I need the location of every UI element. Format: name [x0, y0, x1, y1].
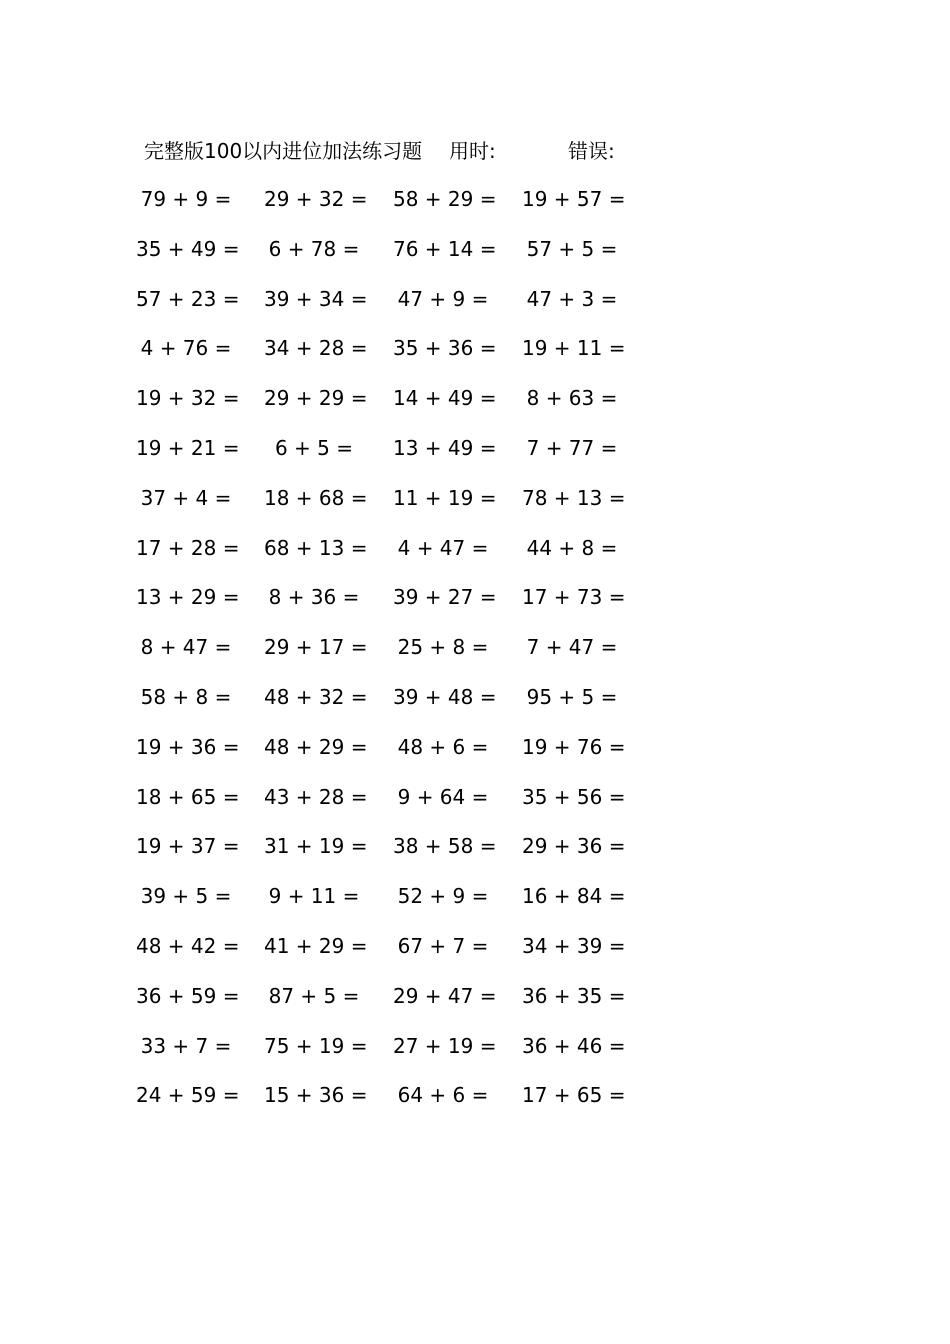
addition-problem: 8 + 63 =	[526, 386, 618, 410]
addition-problem: 39 + 5 =	[140, 884, 232, 908]
addition-problem: 6 + 78 =	[268, 237, 360, 261]
addition-problem: 52 + 9 =	[397, 884, 489, 908]
addition-problem: 7 + 47 =	[526, 635, 618, 659]
worksheet-title: 完整版100以内进位加法练习题	[144, 139, 423, 163]
addition-problem: 14 + 49 =	[393, 386, 497, 410]
problem-row	[136, 930, 656, 962]
addition-problem: 19 + 21 =	[136, 436, 240, 460]
addition-problem: 76 + 14 =	[393, 237, 497, 261]
addition-problem: 44 + 8 =	[526, 536, 618, 560]
addition-problem: 19 + 76 =	[522, 735, 626, 759]
problem-row	[136, 1030, 656, 1062]
addition-problem: 18 + 65 =	[136, 785, 240, 809]
addition-problem: 48 + 32 =	[264, 685, 368, 709]
problem-row	[136, 233, 656, 265]
addition-problem: 34 + 28 =	[264, 336, 368, 360]
addition-problem: 24 + 59 =	[136, 1083, 240, 1107]
problem-row	[136, 382, 656, 414]
addition-problem: 43 + 28 =	[264, 785, 368, 809]
addition-problem: 17 + 65 =	[522, 1083, 626, 1107]
addition-problem: 4 + 76 =	[140, 336, 232, 360]
addition-problem: 15 + 36 =	[264, 1083, 368, 1107]
addition-problem: 37 + 4 =	[140, 486, 232, 510]
addition-problem: 57 + 5 =	[526, 237, 618, 261]
addition-problem: 95 + 5 =	[526, 685, 618, 709]
error-count-label: 错误:	[568, 139, 615, 163]
problem-row	[136, 482, 656, 514]
problem-row	[136, 830, 656, 862]
addition-problem: 17 + 28 =	[136, 536, 240, 560]
addition-problem: 41 + 29 =	[264, 934, 368, 958]
addition-problem: 9 + 11 =	[268, 884, 360, 908]
addition-problem: 29 + 29 =	[264, 386, 368, 410]
problem-row	[136, 681, 656, 713]
addition-problem: 35 + 56 =	[522, 785, 626, 809]
addition-problem: 16 + 84 =	[522, 884, 626, 908]
addition-problem: 9 + 64 =	[397, 785, 489, 809]
addition-problem: 79 + 9 =	[140, 187, 232, 211]
addition-problem: 4 + 47 =	[397, 536, 489, 560]
addition-problem: 39 + 34 =	[264, 287, 368, 311]
problem-row	[136, 1079, 656, 1111]
addition-problem: 87 + 5 =	[268, 984, 360, 1008]
addition-problem: 13 + 29 =	[136, 585, 240, 609]
problem-row	[136, 183, 656, 215]
addition-problem: 35 + 36 =	[393, 336, 497, 360]
addition-problem: 7 + 77 =	[526, 436, 618, 460]
addition-problem: 29 + 47 =	[393, 984, 497, 1008]
addition-problem: 31 + 19 =	[264, 834, 368, 858]
addition-problem: 35 + 49 =	[136, 237, 240, 261]
addition-problem: 64 + 6 =	[397, 1083, 489, 1107]
addition-problem: 13 + 49 =	[393, 436, 497, 460]
addition-problem: 36 + 59 =	[136, 984, 240, 1008]
addition-problem: 38 + 58 =	[393, 834, 497, 858]
addition-problem: 18 + 68 =	[264, 486, 368, 510]
addition-problem: 29 + 36 =	[522, 834, 626, 858]
problem-row	[136, 532, 656, 564]
addition-problem: 57 + 23 =	[136, 287, 240, 311]
addition-problem: 39 + 48 =	[393, 685, 497, 709]
addition-problem: 47 + 3 =	[526, 287, 618, 311]
problem-row	[136, 880, 656, 912]
problem-row	[136, 283, 656, 315]
addition-problem: 36 + 46 =	[522, 1034, 626, 1058]
addition-problem: 19 + 11 =	[522, 336, 626, 360]
addition-problem: 19 + 32 =	[136, 386, 240, 410]
problem-row	[136, 581, 656, 613]
addition-problem: 34 + 39 =	[522, 934, 626, 958]
problem-row	[136, 781, 656, 813]
addition-problem: 75 + 19 =	[264, 1034, 368, 1058]
addition-problem: 78 + 13 =	[522, 486, 626, 510]
addition-problem: 8 + 36 =	[268, 585, 360, 609]
addition-problem: 19 + 36 =	[136, 735, 240, 759]
addition-problem: 67 + 7 =	[397, 934, 489, 958]
addition-problem: 17 + 73 =	[522, 585, 626, 609]
problem-row	[136, 631, 656, 663]
addition-problem: 48 + 42 =	[136, 934, 240, 958]
addition-problem: 6 + 5 =	[274, 436, 354, 460]
addition-problem: 29 + 17 =	[264, 635, 368, 659]
addition-problem: 36 + 35 =	[522, 984, 626, 1008]
addition-problem: 11 + 19 =	[393, 486, 497, 510]
problem-row	[136, 332, 656, 364]
problem-row	[136, 432, 656, 464]
addition-problem: 47 + 9 =	[397, 287, 489, 311]
problem-row	[136, 731, 656, 763]
problem-row	[136, 980, 656, 1012]
addition-problem: 33 + 7 =	[140, 1034, 232, 1058]
addition-problem: 58 + 29 =	[393, 187, 497, 211]
addition-problem: 25 + 8 =	[397, 635, 489, 659]
time-used-label: 用时:	[449, 139, 496, 163]
addition-problem: 27 + 19 =	[393, 1034, 497, 1058]
addition-problem: 19 + 57 =	[522, 187, 626, 211]
addition-problem: 39 + 27 =	[393, 585, 497, 609]
addition-problem: 48 + 29 =	[264, 735, 368, 759]
addition-problem: 48 + 6 =	[397, 735, 489, 759]
addition-problem: 8 + 47 =	[140, 635, 232, 659]
addition-problem: 19 + 37 =	[136, 834, 240, 858]
addition-problem: 58 + 8 =	[140, 685, 232, 709]
addition-problem: 29 + 32 =	[264, 187, 368, 211]
addition-problem: 68 + 13 =	[264, 536, 368, 560]
